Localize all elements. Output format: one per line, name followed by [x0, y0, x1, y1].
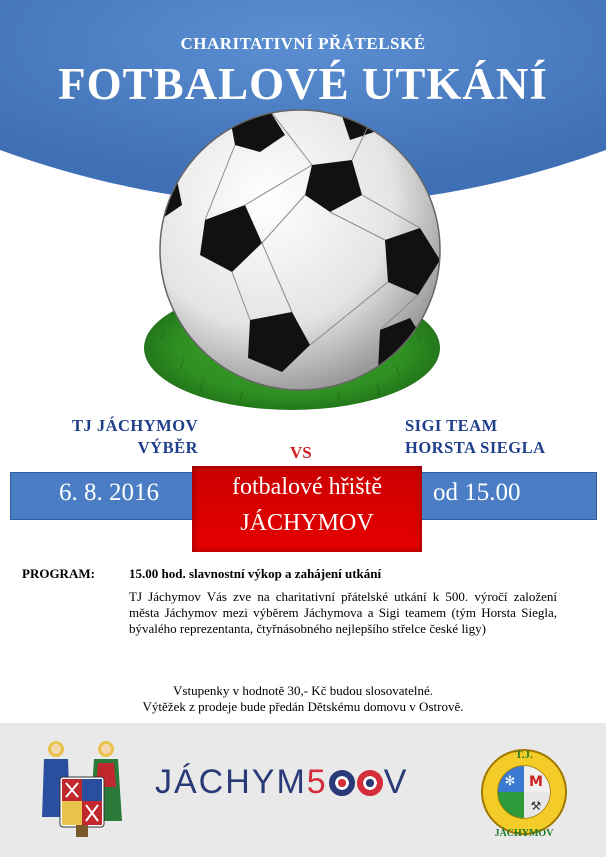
- away-team: [405, 415, 595, 459]
- tickets-note: Vstupenky v hodnotě 30,- Kč budou slosovatelné.: [173, 683, 433, 698]
- away-team-line2: HORSTA SIEGLA: [405, 438, 546, 457]
- brand-zero-icon: [329, 770, 355, 796]
- brand-suffix: V: [383, 763, 409, 801]
- brand-prefix: JÁCHYM: [155, 763, 307, 801]
- venue-line2: JÁCHYMOV: [240, 510, 374, 536]
- coat-of-arms-logo: [36, 737, 128, 839]
- event-time: od 15.00: [433, 479, 521, 506]
- club-logo-top-text: T.J.: [515, 749, 533, 761]
- event-subtitle: CHARITATIVNÍ PŘÁTELSKÉ: [180, 34, 426, 53]
- brand-digit: 5: [306, 763, 328, 801]
- event-date: 6. 8. 2016: [59, 479, 159, 506]
- program-paragraph: TJ Jáchymov Vás zve na charitativní přátelské utkání k 500. výročí založení města Jáchymov mezi výběrem Jáchymova a Sigi teamem (tým Horsta Siegla, bývalého reprezentanta, čtyřnásobného nejlepšího střelce české ligy): [129, 589, 557, 636]
- home-team: [40, 415, 198, 459]
- away-team-line1: SIGI TEAM: [405, 416, 498, 435]
- program-headline: 15.00 hod. slavnostní výkop a zahájení utkání: [129, 566, 382, 581]
- venue-line1: fotbalové hřiště: [232, 474, 382, 500]
- jachymov-500-logo: [155, 763, 408, 802]
- home-team-line1: TJ JÁCHYMOV: [71, 416, 198, 435]
- event-title: FOTBALOVÉ UTKÁNÍ: [58, 59, 548, 109]
- club-logo-bottom-text: JÁCHYMOV: [494, 828, 554, 839]
- versus-label: VS: [290, 443, 312, 462]
- svg-text:⚒: ⚒: [530, 799, 542, 813]
- football-image: [0, 0, 606, 420]
- venue-box: [192, 466, 422, 552]
- svg-text:✻: ✻: [504, 774, 516, 789]
- brand-zero-icon: [357, 770, 383, 796]
- home-team-line2: VÝBĚR: [137, 438, 198, 457]
- program-label: PROGRAM:: [22, 566, 95, 581]
- proceeds-note: Výtěžek z prodeje bude předán Dětskému domovu v Ostrově.: [142, 699, 464, 714]
- club-logo: [478, 740, 570, 840]
- svg-text:M: M: [529, 774, 543, 790]
